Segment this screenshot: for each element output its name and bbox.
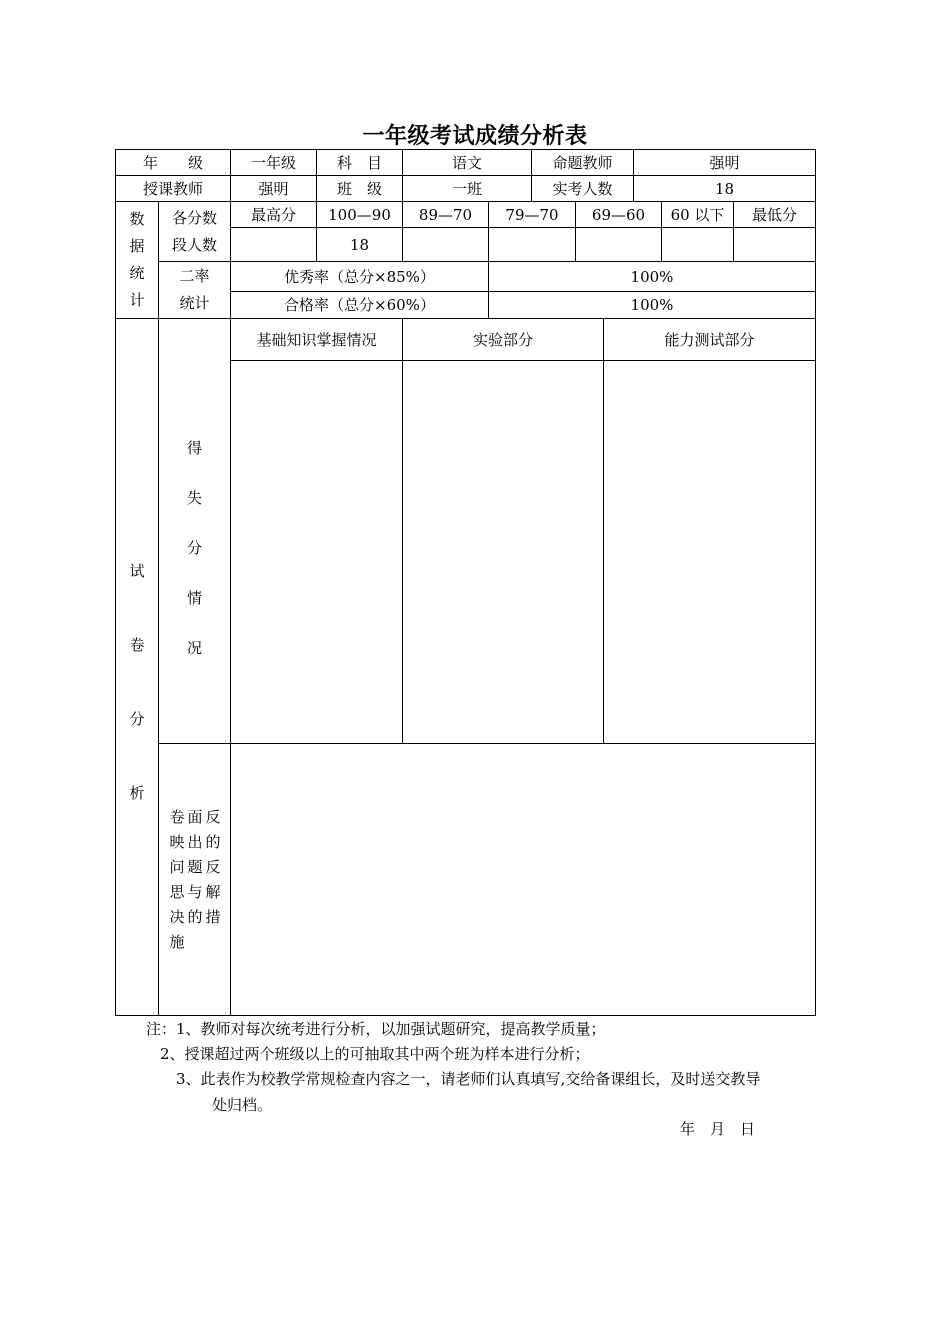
page-title: 一年级考试成绩分析表 — [362, 124, 588, 149]
date-line: 年 月 日 — [680, 1120, 756, 1138]
pass-rate-value: 100% — [488, 291, 816, 319]
gain-loss-label: 得 失 分 情 况 — [158, 318, 231, 744]
band-count-lowest — [733, 227, 816, 262]
teacher-value: 强明 — [230, 175, 317, 202]
band-header-lowest: 最低分 — [733, 201, 816, 228]
excellent-rate-value: 100% — [488, 261, 816, 292]
band-header-69-60: 69—60 — [575, 201, 662, 228]
subject-value: 语文 — [402, 149, 532, 176]
reflection-area[interactable] — [230, 743, 816, 1016]
band-header-100-90: 100—90 — [316, 201, 403, 228]
analysis-section-label: 试 卷 分 析 — [115, 318, 159, 1016]
teacher-label: 授课教师 — [115, 175, 231, 202]
basic-knowledge-header: 基础知识掌握情况 — [230, 318, 403, 361]
experiment-header: 实验部分 — [402, 318, 604, 361]
ability-test-area[interactable] — [603, 360, 816, 744]
note-line-3: 3、此表作为校教学常规检查内容之一，请老师们认真填写,交给备课组长，及时送交教导 — [176, 1070, 761, 1088]
count-label: 实考人数 — [531, 175, 634, 202]
ability-test-header: 能力测试部分 — [603, 318, 816, 361]
band-count-highest — [230, 227, 317, 262]
note-line-2: 2、授课超过两个班级以上的可抽取其中两个班为样本进行分析； — [160, 1045, 590, 1063]
band-header-79-70: 79—70 — [488, 201, 576, 228]
band-count-100-90: 18 — [316, 227, 403, 262]
stats-section-label: 数 据 统 计 — [115, 201, 159, 319]
band-count-79-70 — [488, 227, 576, 262]
class-value: 一班 — [402, 175, 532, 202]
reflection-label: 卷面反 映出的 问题反 思与解 决的措 施 — [158, 743, 231, 1016]
note-line-4: 处归档。 — [212, 1096, 273, 1114]
excellent-rate-label: 优秀率（总分×85%） — [230, 261, 489, 292]
band-header-below-60: 60 以下 — [661, 201, 734, 228]
grade-value: 一年级 — [230, 149, 317, 176]
rate-stats-label: 二率 统计 — [158, 261, 231, 319]
band-count-69-60 — [575, 227, 662, 262]
setter-value: 强明 — [633, 149, 816, 176]
class-label: 班 级 — [316, 175, 403, 202]
note-line-1: 注：1、教师对每次统考进行分析，以加强试题研究，提高教学质量； — [146, 1020, 606, 1038]
setter-label: 命题教师 — [531, 149, 634, 176]
band-header-highest: 最高分 — [230, 201, 317, 228]
band-count-89-70 — [402, 227, 489, 262]
band-count-below-60 — [661, 227, 734, 262]
grade-label: 年 级 — [115, 149, 231, 176]
count-value: 18 — [633, 175, 816, 202]
pass-rate-label: 合格率（总分×60%） — [230, 291, 489, 319]
segment-count-label: 各分数 段人数 — [158, 201, 231, 262]
basic-knowledge-area[interactable] — [230, 360, 403, 744]
experiment-area[interactable] — [402, 360, 604, 744]
band-header-89-70: 89—70 — [402, 201, 489, 228]
subject-label: 科 目 — [316, 149, 403, 176]
